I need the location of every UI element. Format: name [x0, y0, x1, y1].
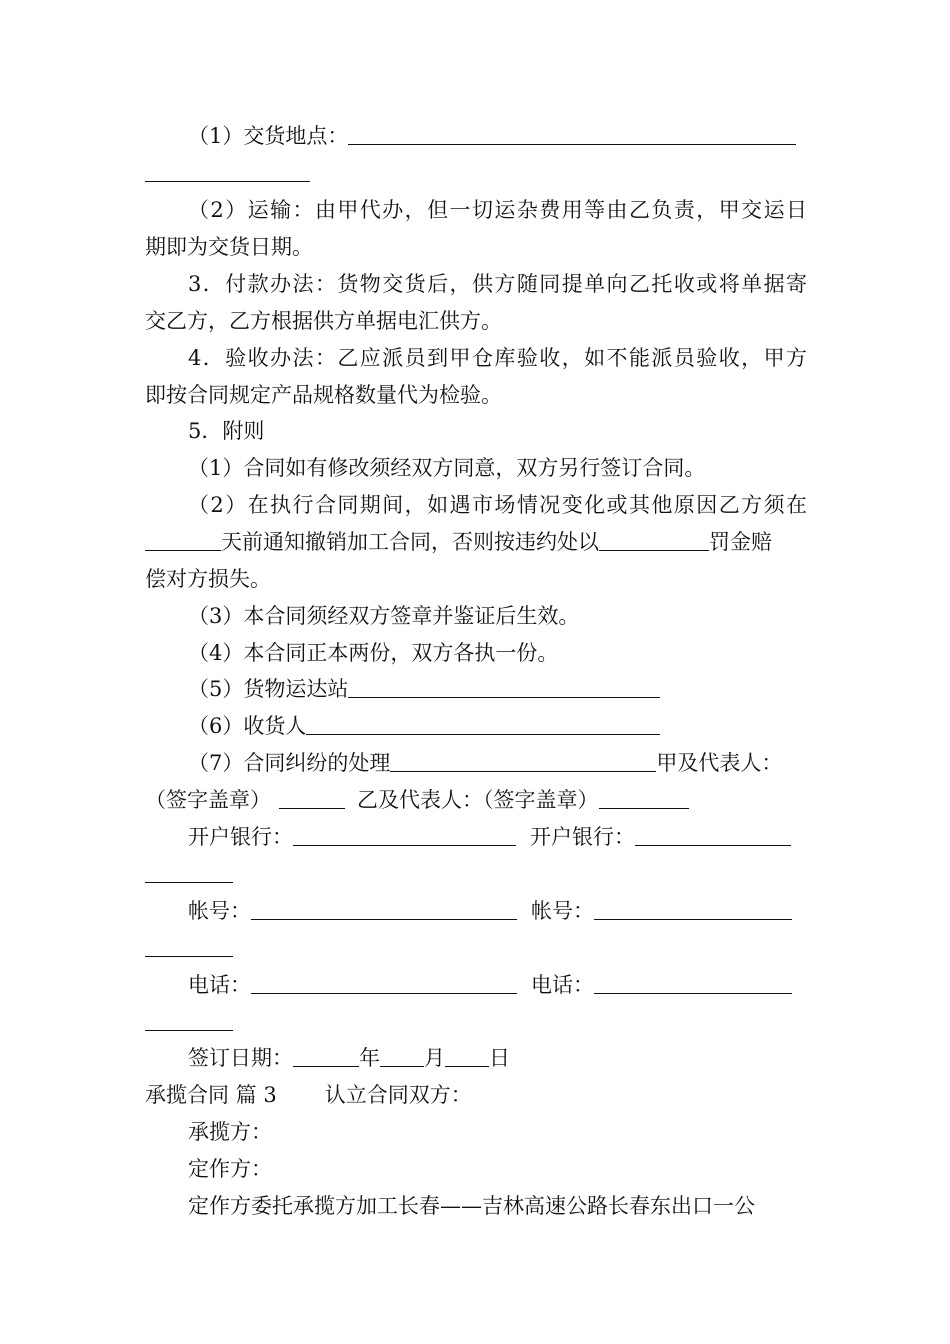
- phone-label-b: 电话：: [531, 973, 594, 997]
- delivery-place-line: [145, 118, 807, 155]
- dispute-blank: [390, 749, 656, 772]
- payment-line-2: 交乙方，乙方根据供方单据电汇供方。: [145, 309, 502, 333]
- account-a-blank: [251, 897, 517, 920]
- account-b-blank-2: [145, 934, 233, 957]
- clause-2-line-3: 偿对方损失。: [145, 567, 271, 591]
- clause-6-label: （6）收货人: [188, 714, 307, 738]
- consignee-blank: [306, 712, 660, 735]
- clause-4: （4）本合同正本两份，双方各执一份。: [188, 641, 559, 665]
- account-b-blank: [594, 897, 792, 920]
- station-blank: [348, 675, 660, 698]
- clause-5-line: [145, 671, 807, 708]
- sign-date-line: [145, 1040, 807, 1077]
- phone-a-blank: [251, 971, 517, 994]
- delivery-place-blank: [348, 122, 796, 145]
- year-blank: [293, 1044, 359, 1067]
- clause-1: （1）合同如有修改须经双方同意，双方另行签订合同。: [188, 456, 706, 480]
- account-line: [145, 893, 807, 930]
- bank-line: [145, 819, 807, 856]
- account-label-a: 帐号：: [188, 899, 251, 923]
- clause-7-label: （7）合同纠纷的处理: [188, 751, 391, 775]
- clause-2-text-a: 天前通知撤销加工合同，否则按违约处以: [221, 530, 599, 554]
- clause-5-label: （5）货物运达站: [188, 677, 349, 701]
- phone-b-blank: [594, 971, 792, 994]
- bank-a-blank: [293, 823, 516, 846]
- signature-line: [145, 782, 807, 819]
- party-a-rep-label: 甲及代表人：: [656, 751, 783, 775]
- sign-date-label: 签订日期：: [188, 1046, 293, 1070]
- bank-label-b: 开户银行：: [530, 825, 635, 849]
- delivery-place-label: （1）交货地点：: [188, 124, 349, 148]
- delivery-place-blank-2: [145, 159, 310, 182]
- bank-b-blank-2: [145, 860, 233, 883]
- clause-2-line-1: （2）在执行合同期间，如遇市场情况变化或其他原因乙方须在: [188, 493, 807, 517]
- account-label-b: 帐号：: [531, 899, 594, 923]
- month-blank: [380, 1044, 424, 1067]
- bank-b-blank: [635, 823, 791, 846]
- transport-line-2: 期即为交货日期。: [145, 235, 313, 259]
- clause-3: （3）本合同须经双方签章并鉴证后生效。: [188, 604, 580, 628]
- acceptance-line-2: 即按合同规定产品规格数量代为检验。: [145, 383, 502, 407]
- clause-6-line: [145, 708, 807, 745]
- phone-b-blank-2: [145, 1008, 233, 1031]
- phone-line: [145, 967, 807, 1004]
- phone-continuation: [145, 1004, 807, 1041]
- day-label: 日: [489, 1046, 510, 1070]
- days-blank: [145, 528, 221, 551]
- penalty-blank: [599, 528, 709, 551]
- contract-3-heading-line: [145, 1077, 807, 1114]
- party-b-rep-label: 乙及代表人：: [357, 788, 483, 812]
- clause-2-line-2: [145, 524, 807, 561]
- transport-line-1: （2）运输：由甲代办，但一切运杂费用等由乙负责，甲交运日: [188, 198, 807, 222]
- month-label: 月: [424, 1046, 445, 1070]
- bank-continuation: [145, 856, 807, 893]
- clause-7-line: [145, 745, 807, 782]
- year-label: 年: [359, 1046, 380, 1070]
- sign-seal-a-label: （签字盖章）: [145, 788, 271, 812]
- bank-label-a: 开户银行：: [188, 825, 293, 849]
- contract-3-title: 承揽合同 篇 3: [145, 1083, 277, 1107]
- acceptance-line-1: 4．验收办法：乙应派员到甲仓库验收，如不能派员验收，甲方: [188, 346, 807, 370]
- contract-3-parties: 认立合同双方：: [324, 1083, 472, 1107]
- clause-2-text-b: 罚金赔: [709, 530, 772, 554]
- contractor-line: 承揽方：: [188, 1120, 272, 1144]
- phone-label-a: 电话：: [188, 973, 251, 997]
- sign-seal-b-label: （签字盖章）: [483, 788, 599, 812]
- delivery-place-continuation: [145, 155, 807, 192]
- day-blank: [445, 1044, 489, 1067]
- payment-line-1: 3．付款办法：货物交货后，供方随同提单向乙托收或将单据寄: [188, 272, 807, 296]
- supplementary-heading: 5．附则: [188, 419, 265, 443]
- sign-seal-a-blank: [279, 786, 345, 809]
- account-continuation: [145, 930, 807, 967]
- orderer-line: 定作方：: [188, 1157, 272, 1181]
- entrust-line: 定作方委托承揽方加工长春——吉林高速公路长春东出口一公: [188, 1194, 755, 1218]
- sign-seal-b-blank: [599, 786, 689, 809]
